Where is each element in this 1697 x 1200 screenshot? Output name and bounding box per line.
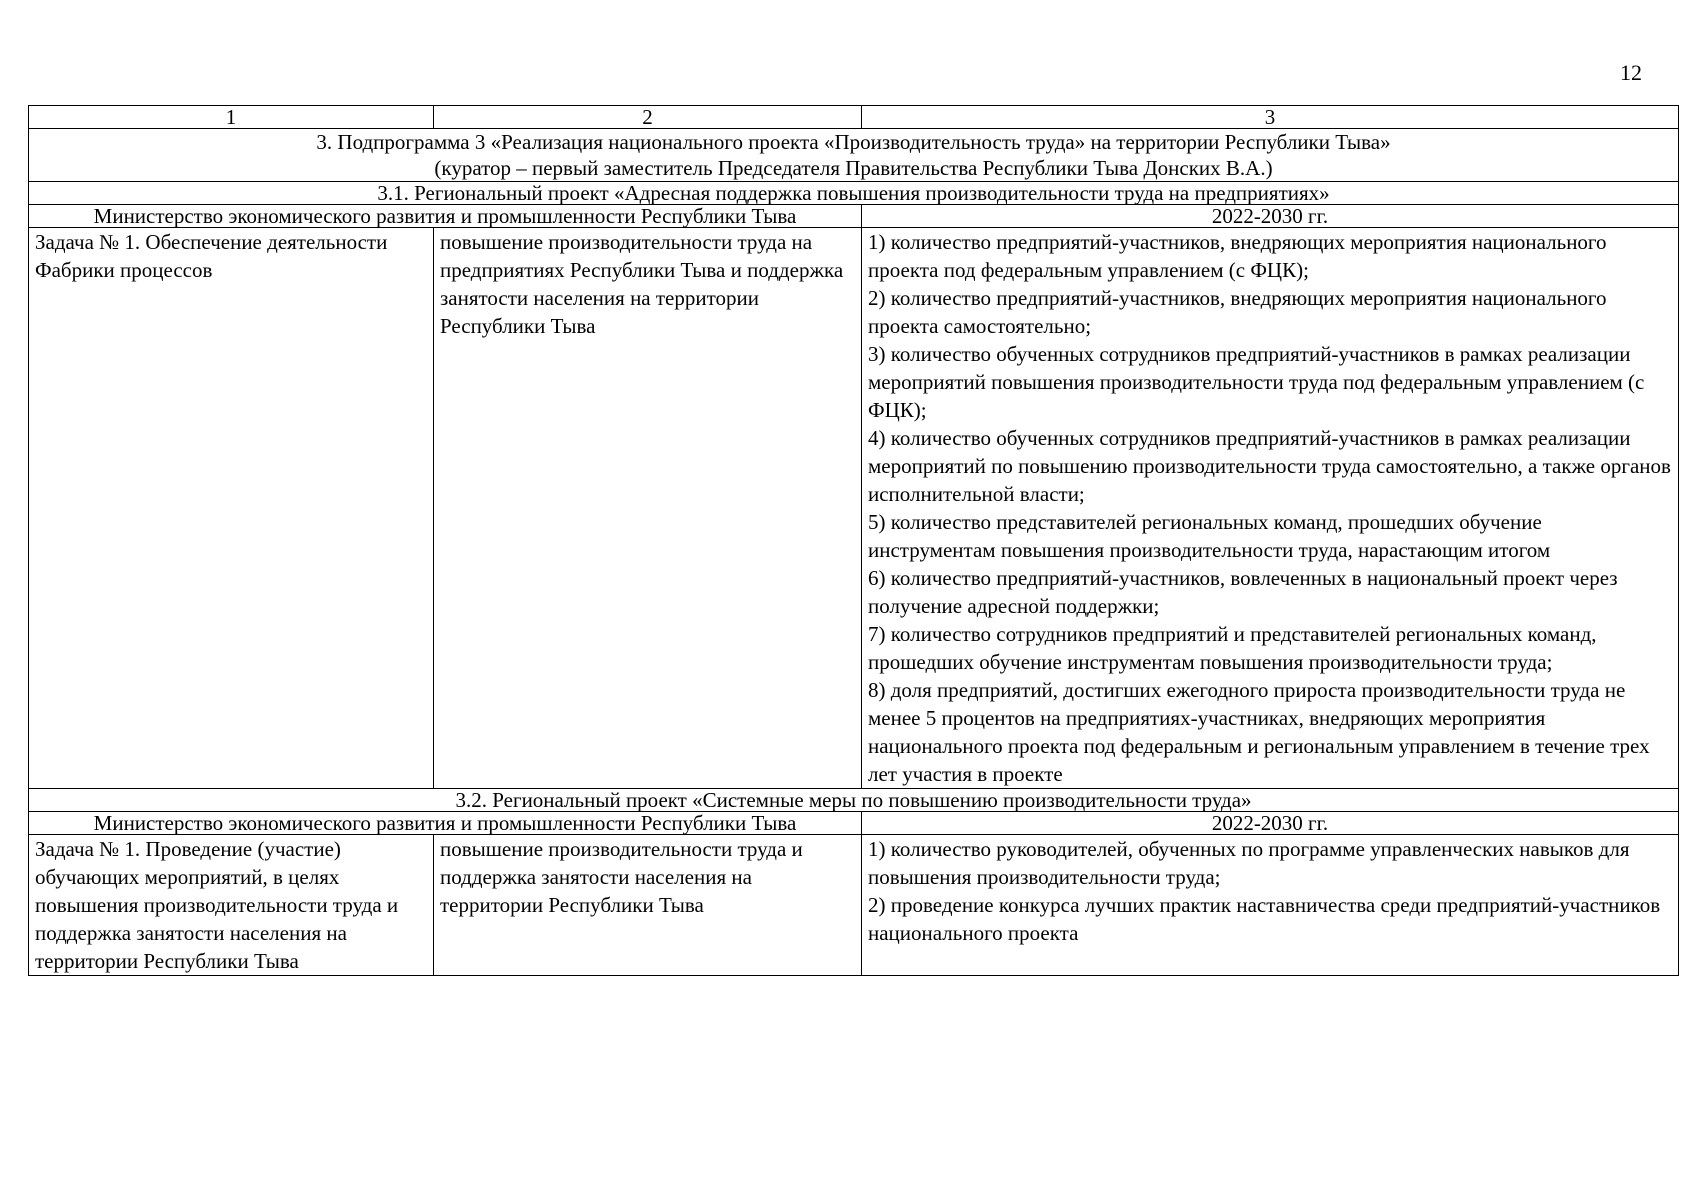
indicator-item: 3) количество обученных сотрудников предприятий-участников в рамках реализации мероприятий повышения производительности труда под федеральным управлением (с ФЦК); — [868, 342, 1645, 422]
indicator-item: 1) количество предприятий-участников, внедряющих мероприятия национального проекта под федеральным управлением (с ФЦК); — [868, 230, 1607, 282]
indicator-list — [862, 228, 1679, 789]
indicator-item: 4) количество обученных сотрудников предприятий-участников в рамках реализации мероприятий по повышению производительности труда самостоятельно, а также органов исполнительной власти; — [868, 426, 1671, 506]
responsible-executor: Министерство экономического развития и промышленности Республики Тыва — [29, 812, 862, 835]
expected-effect: повышение производительности труда на предприятиях Республики Тыва и поддержка занятости населения на территории Республики Тыва — [434, 228, 862, 789]
indicator-item: 6) количество предприятий-участников, вовлеченных в национальный проект через получение адресной поддержки; — [868, 566, 1618, 618]
program-table — [28, 105, 1679, 976]
indicator-item: 8) доля предприятий, достигших ежегодного прироста производительности труда не менее 5 процентов на предприятиях-участниках, внедряющих мероприятия национального проекта под федеральным и региональным управлением в течение трех лет участия в проекте — [868, 678, 1650, 786]
project-responsible-row — [29, 205, 1679, 228]
project-title: 3.2. Региональный проект «Системные меры по повышению производительности труда» — [29, 789, 1679, 812]
column-number-row — [29, 106, 1679, 129]
indicator-item: 5) количество представителей региональных команд, прошедших обучение инструментам повышения производительности труда, нарастающим итогом — [868, 510, 1551, 562]
column-number-1: 1 — [29, 106, 434, 129]
expected-effect: повышение производительности труда и поддержка занятости населения на территории Республики Тыва — [434, 835, 862, 976]
project-title-row — [29, 182, 1679, 205]
subprogram-curator: (куратор – первый заместитель Председателя Правительства Республики Тыва Донских В.А.) — [434, 156, 1273, 180]
task-row — [29, 835, 1679, 976]
indicator-item: 2) количество предприятий-участников, внедряющих мероприятия национального проекта самостоятельно; — [868, 286, 1607, 338]
task-description: Задача № 1. Обеспечение деятельности Фабрики процессов — [29, 228, 434, 789]
task-row — [29, 228, 1679, 789]
implementation-period: 2022-2030 гг. — [862, 812, 1679, 835]
responsible-executor: Министерство экономического развития и промышленности Республики Тыва — [29, 205, 862, 228]
subprogram-row — [29, 129, 1679, 182]
indicator-list — [862, 835, 1679, 976]
column-number-2: 2 — [434, 106, 862, 129]
project-responsible-row — [29, 812, 1679, 835]
project-title-row — [29, 789, 1679, 812]
indicator-item: 2) проведение конкурса лучших практик наставничества среди предприятий-участников национального проекта — [868, 893, 1661, 945]
project-title: 3.1. Региональный проект «Адресная поддержка повышения производительности труда на предприятиях» — [29, 182, 1679, 205]
task-description: Задача № 1. Проведение (участие) обучающих мероприятий, в целях повышения производительности труда и поддержка занятости населения на территории Республики Тыва — [29, 835, 434, 976]
column-number-3: 3 — [862, 106, 1679, 129]
indicator-item: 7) количество сотрудников предприятий и представителей региональных команд, прошедших обучение инструментам повышения производительности труда; — [868, 622, 1597, 674]
page-number: 12 — [1620, 60, 1642, 85]
subprogram-title: 3. Подпрограмма 3 «Реализация национального проекта «Производительность труда» на территории Республики Тыва» — [316, 130, 1391, 154]
indicator-item: 1) количество руководителей, обученных по программе управленческих навыков для повышения производительности труда; — [868, 837, 1630, 889]
implementation-period: 2022-2030 гг. — [862, 205, 1679, 228]
subprogram-heading — [29, 129, 1679, 182]
